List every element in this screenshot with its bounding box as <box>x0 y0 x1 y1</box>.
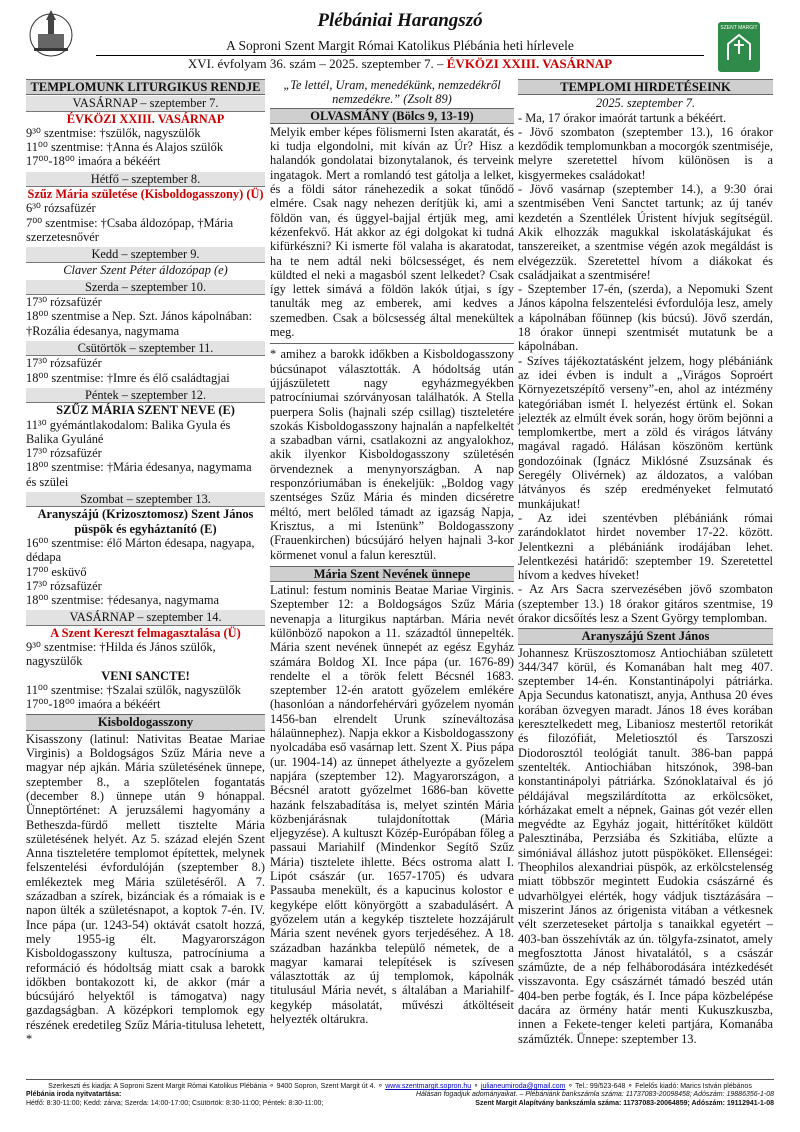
announcement-item: - Jövő szombaton (szeptember 13.), 16 órakor kezdődik templomunkban a mocorgók szentmiséje, melyre szeretettel hívom különösen is a kisgyermekes családokat! <box>518 124 773 182</box>
issue-line: XVI. évfolyam 36. szám – 2025. szeptember 7. – ÉVKÖZI XXIII. VASÁRNAP <box>187 56 613 71</box>
szent-margit-logo-icon: SZENT MARGIT <box>718 22 760 72</box>
tuesday-feast: Claver Szent Péter áldozópap (e) <box>63 262 228 277</box>
section-heading-kisboldogasszony: Kisboldogasszony <box>26 714 265 730</box>
saturday-mass-2: 18⁰⁰ szentmise: †édesanya, nagymama <box>26 593 219 608</box>
sunday-title: ÉVKÖZI XXIII. VASÁRNAP <box>66 111 225 126</box>
day-heading-saturday: Szombat – szeptember 13. <box>26 492 265 507</box>
monday-feast: Szűz Mária születése (Kisboldogasszony) (Ü) <box>27 187 264 202</box>
section-heading-reading: OLVASMÁNY (Bölcs 9, 13-19) <box>270 108 514 124</box>
sunday-next-prayer: 17⁰⁰-18⁰⁰ imaóra a békéért <box>26 697 161 712</box>
sunday-next-mass-2: 11⁰⁰ szentmise: †Szalai szülők, nagyszülők <box>26 682 241 697</box>
website-link[interactable]: www.szentmargit.sopron.hu <box>385 1083 472 1090</box>
section-heading-mary-name: Mária Szent Nevének ünnepe <box>270 566 514 582</box>
monday-mass: 7⁰⁰ szentmise: †Csaba áldozópap, †Mária szerzetesnővér <box>26 215 234 244</box>
day-heading-sunday-next: VASÁRNAP – szeptember 14. <box>26 610 265 625</box>
saturday-wedding: 17⁰⁰ esküvő <box>26 564 87 579</box>
bank-info: Hálásan fogadjuk adományaikat. – Plébániánk bankszámla száma: 11737083-20098458; Adószám: 19886356-1-08 Szent Margit Alapítvány bankszámla száma: 11737083-20064859; Adószám: 19112941-1-08 <box>415 1091 774 1107</box>
section-heading-john-chrysostom: Aranyszájú Szent János <box>518 628 773 644</box>
wednesday-rosary: 17³⁰ rózsafüzér <box>26 295 102 310</box>
day-heading-thursday: Csütörtök – szeptember 11. <box>26 341 265 356</box>
announcement-item: - Az idei szentévben plébániánk római zarándoklatot hirdet november 17-22. között. Jelentkezni a plébániánk irodájában lehet. Jelentkezési határidő: szeptember 19. Szeretettel hívom a kedves híveket! <box>518 510 773 583</box>
friday-anniversary: 11³⁰ gyémántlakodalom: Balika Gyula és Balika Gyuláné <box>26 417 231 446</box>
sunday-mass-2: 11⁰⁰ szentmise: †Anna és Alajos szülők <box>26 140 224 155</box>
sunday-next-mass-1: 9³⁰ szentmise: †Hilda és János szülők, nagyszülők <box>26 639 216 669</box>
announcement-item: - Az Ars Sacra szervezésében jövő szombaton (szeptember 13.) 18 órakor gitáros szentmise, 19 órakor dicsőítés lesz a Szent György templomban. <box>518 582 773 625</box>
section-heading-announcements: TEMPLOMI HIRDETÉSEINK <box>518 79 773 95</box>
email-link[interactable]: julianeumiroda@gmail.com <box>480 1083 566 1090</box>
footer: Szerkeszti és kiadja: A Soproni Szent Margit Római Katolikus Plébánia ⚬ 9400 Sopron, Szent Margit út 4. ⚬ www.szentmargit.sopron.hu ⚬ julianeumiroda@gmail.com ⚬ Tel.: 99/523-648 ⚬ Felelős kiadó: Marics István plébános Plébánia iroda nyitvatartása: Hétfő: 8:30-11:00; Kedd: zárva; Szerda: 14:00-17:00; Csütörtök: 8:30-11:00; Péntek: 8:30-11:00; Hálásan fogadjuk adományaikat. – Plébániánk bankszámla száma: 11737083-20098458; Adószám: 19886356-1-08 Szent Margit Alapítvány bankszámla száma: 11737083-20064859; Adószám: 19112941-1-08 <box>26 1079 774 1091</box>
announcements-date: 2025. szeptember 7. <box>595 96 696 111</box>
mary-name-text: Latinul: festum nominis Beatae Mariae Virginis. Szeptember 12: a Boldogságos Szűz Mária nevenapja a liturgikus naptárban. Mária nevét különböző napokon a 11. századtól ünnepelték. Mária szent nevének ünnepét az egész Egyház számára Boldog XI. Ince pápa (ur. 1676-89) rendelte el a török felett Bécsnél 1683. szeptember 12-én aratott győzelem emlékére (hasonlóan a nándorfehérvári győzelem nyomán 1456-ban elrendelt Urunk színeváltozása hálaünnephez). Napja ekkor a Kisboldogasszony nyolcadába eső vasárnap lett. Szent X. Pius pápa (ur. 1904-14) az ünnepet áthelyezte a győzelem napjára (szeptember 12). Magyarországon, a Bécsnél aratott győzelmet 1686-ban követte hazánk felszabadítása is, melyet szintén Mária közbenjárásnak tulajdonítottak (Mária eljegyzése). A kultuszt Közép-Európában főleg a passaui Mariahilf (Mindenkor Segítő Szűz Mária) tisztelete ihlette. Bécs ostroma alatt I. Lipót császár (ur. 1657-1705) és udvara Passauba menekült, és a kapucinus kolostor e kegyképe előtt könyörgött a szabadulásért. A győzelem után a kegykép tisztelete hozzájárult Mária szent nevének gyors terjedéséhez. A 18. században hazánkba települő németek, de a magyar kamarai telepítések is szívesen választották az új templomok, kápolnák titulusául Mária nevét, s általában a Mariahilf-kegykép másolatát, művészi átköltéseit helyezték oltárukra. <box>270 583 514 1026</box>
office-hours: Plébánia iroda nyitvatartása: Hétfő: 8:30-11:00; Kedd: zárva; Szerda: 14:00-17:00; Csütörtök: 8:30-11:00; Péntek: 8:30-11:00; <box>26 1091 324 1107</box>
sunday-next-feast: A Szent Kereszt felmagasztalása (Ü) <box>50 625 241 640</box>
saturday-mass-1: 16⁰⁰ szentmise: élő Márton édesapa, nagyapa, dédapa <box>26 535 255 565</box>
friday-rosary: 17³⁰ rózsafüzér <box>26 446 102 461</box>
thursday-rosary: 17³⁰ rózsafüzér <box>26 356 102 371</box>
thursday-mass: 18⁰⁰ szentmise: †Imre és élő családtagjai <box>26 370 230 385</box>
column-announcements <box>518 78 773 1046</box>
friday-feast: SZŰZ MÁRIA SZENT NEVE (E) <box>56 403 235 418</box>
announcement-item: - Jövő vasárnap (szeptember 14.), a 9:30 órai szentmisében Veni Sanctet tartunk; az új tanév kezdetén a Szentlélek Úristent hívjuk segítségül. Akik elhozzák magukkal iskolatáskájukat és tanszereiket, a szentmise végén azok megáldást is elvégezzük. Szeretettel hívom a diákokat és családjaikat a szentmisére! <box>518 182 773 282</box>
john-chrysostom-text: Johannesz Krüszosztomosz Antiochiában született 344/347 körül, és Komanában halt meg 407. szeptember 14-én. Konstantinápolyi pátriárka. Apja Secundus katonatiszt, anyja, Anthusa 20 éves korában özvegyen maradt. János 18 éves korában keresztelkedett meg, Libaniosz mestertől retorikát és filozófiát, Meletiosztól és Tarszoszi Diodorosztól teológiát tanult. 386-ban pappá szentelték. Antiochiában hitszónok, 398-ban konstantinápolyi pátriárka. Szónoklataival és jó példájával megszilárdította az erkölcsöket, kórházakat emelt a népnek, Gainas gót vezér ellen megvédte az Egyház jogait, hittérítőket küldött Palesztinába, Perzsiába és Szkitiába, elűzte a simóniával álláshoz jutott püspököket. Ellenségei: Theophilos alexandriai püspök, az erkölcstelenség miatt többször megintett Eudokia császárné és udvarhölgyei elérték, hogy vádjuk tisztázására – miszerint János az órigenista vitában a vétkesnek vélt szerzeteseket pártolja s tanaikkal egyetért – 403-ban összehívták az ún. tölgyfa-zsinatot, amely megfosztotta Jánost hivatalától, s a császár száműzte, de a nép felháborodására intézkedését visszavonta. Egy császárnét támadó beszéd után 404-ben perbe fogták, és I. Ince pápa közbelépése dacára az örmény határ menti Kukuszkuszba, innen a Fekete-tenger keleti partjára, Komanába száműzték. Ünnepe: szeptember 13. <box>518 645 773 1046</box>
day-heading-wednesday: Szerda – szeptember 10. <box>26 280 265 295</box>
day-heading-friday: Péntek – szeptember 12. <box>26 388 265 403</box>
sunday-mass-1: 9³⁰ szentmise: †szülők, nagyszülők <box>26 125 201 140</box>
saturday-rosary: 17³⁰ rózsafüzér <box>26 578 102 593</box>
saturday-feast: Aranyszájú (Krizosztomosz) Szent János püspök és egyháztanító (E) <box>37 507 254 536</box>
psalm-quote: „Te lettél, Uram, menedékünk, nemzedékről nemzedékre.” (Zsolt 89) <box>283 78 501 107</box>
column-liturgy <box>26 78 265 1046</box>
kisboldogasszony-continued: * amihez a barokk időkben a Kisboldogasszony búcsúnapot választották. A hódoltság után újjászületett nagy egyházmegyékben patrocíniumai szórványosan találhatók. A Stella puerpera Solis (hajnali szép csillag) tiszteletére szokás Kisboldogasszony hajnalán a napfelkeltét a szabadban várni, csatlakozni az angyalokhoz, akik ilyenkor Kisboldogasszony születésén örvendeznek a menynyországban. A nap responzóriumában is énekeljük: „Boldog vagy szentséges Szűz Mária és minden dicséretre méltó, mert belőled támadt az igazság Napja, Krisztus, a mi Istenünk” Boldogasszony (Frauenkirchen) búcsújáró helyen hajnali 3-kor körmenet vonul a falun keresztül. <box>270 347 514 562</box>
day-heading-monday: Hétfő – szeptember 8. <box>26 172 265 187</box>
wednesday-mass: 18⁰⁰ szentmise a Nep. Szt. János kápolnában: †Rozália édesanya, nagymama <box>26 309 253 338</box>
newsletter-subtitle: A Soproni Szent Margit Római Katolikus Plébánia heti hírlevele <box>226 38 574 53</box>
column-readings <box>270 78 514 1026</box>
sunday-prayer: 17⁰⁰-18⁰⁰ imaóra a békéért <box>26 154 161 169</box>
reading-text: Melyik ember képes fölismerni Isten akaratát, és ki tudja elgondolni, mit kíván az Úr? Hisz a halandók gondolatai bizonytalanok, és terveink ingatagok. Mert a romlandó test gátolja a lelket, és a földi sátor ránehezedik a sokat tűnődő elmére. Csak nagy nehezen derítjük ki, ami a földön van, és üggyel-bajjal értjük meg, ami kézenfekvő. Hát akkor az égi dolgokat ki tudná kifürkészni? Ki ismerte föl valaha is akaratodat, ha te nem adtál neki bölcsességet, és nem küldted el neki a magasból szent lelkedet? Csak így lettek simává a földön lakók útjai, s így tanulták meg az emberek, ami kedves a szemedben. Csak a bölcsesség által menekültek meg. <box>270 124 514 340</box>
newsletter-title: Plébániai Harangszó <box>317 10 483 31</box>
monday-rosary: 6³⁰ rózsafüzér <box>26 201 96 216</box>
divider <box>270 343 514 344</box>
day-heading-sunday: VASÁRNAP – szeptember 7. <box>26 96 265 111</box>
friday-mass: 18⁰⁰ szentmise: †Mária édesanya, nagymama és szülei <box>26 460 252 489</box>
announcement-item: - Szeptember 17-én, (szerda), a Nepomuki Szent János kápolna felszentelési évfordulója lesz, amely a kápolnában főünnep (kis búcsú). Jövő szerdán, 18 órakor ünnepi szentmisét mutatunk be a kápolnában. <box>518 282 773 354</box>
kisboldogasszony-text: Kisasszony (latinul: Nativitas Beatae Mariae Virginis) a Boldogságos Szűz Mária neve a magyar nép ajkán. Mária születésének ünnepe, szeptember 8., a szeplőtelen fogantatás (december 8.) ünnepe után 9 hónappal. Ünneptörténet: A jeruzsálemi hagyomány a Betheszda-fürdő mellett tisztelte Mária születésének helyét. Az 5. század elején Szent Anna tiszteletére templomot építettek, melynek felszentelési évfordulóján (szeptember 8.) emlékeztek meg Mária születéséről. A 7. században a szírek, bizánciak és a rómaiak is e napon ülték a születésnapot, a koptok 7-én. IV. Ince pápa (ur. 1243-54) oktávát csatolt hozzá, mely 1955-ig élt. Magyarországon Kisboldogasszony kultusza, patrocíniuma a reformáció és hódoltság miatt csak a barokk időkben bontakozott ki, de akkor (már a búcsújáró helyektől is támogatva) nagy gazdagságban. A középkori templomok egy részének eredetileg Szűz Mária-titulusa lehetett, * <box>26 731 265 1046</box>
announcement-item: - Szíves tájékoztatásként jelzem, hogy plébániánk az idei évben is indult a „Virágos Soproért Környezetszépítő verseny”-en, ahol az intézmény kategóriában ismét I. helyezést értünk el. Sokan jelezték az elmúlt évek során, hogy öröm bejönni a templomkertbe, mert a zöld és virágos látvány magával ragadó. Hálásan köszönöm kertünk gondozóinak (Ignácz Miklósné Zsuzsának és Seregély Olivérnek) az áldozatos, a valóban látványos és szép eredményeket felmutató munkájukat! <box>518 353 773 511</box>
day-heading-tuesday: Kedd – szeptember 9. <box>26 247 265 262</box>
announcement-item: - Ma, 17 órakor imaórát tartunk a békéért. <box>518 110 727 125</box>
section-heading-liturgy: TEMPLOMUNK LITURGIKUS RENDJE <box>26 79 265 95</box>
veni-sancte: VENI SANCTE! <box>101 668 190 683</box>
